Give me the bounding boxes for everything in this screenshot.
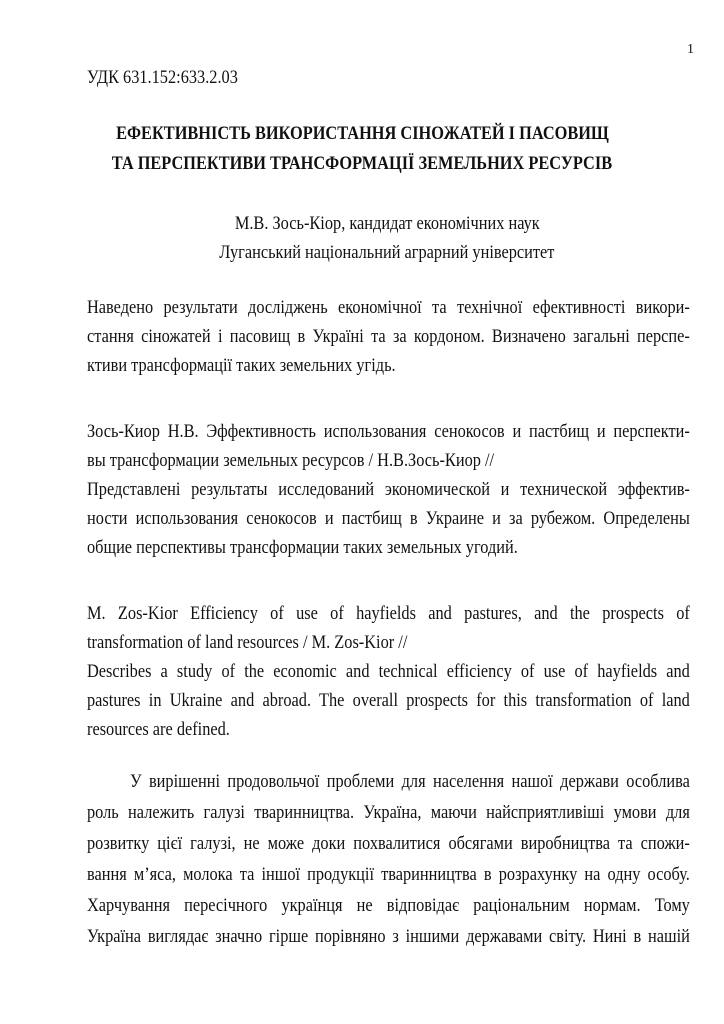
body-line: Україна виглядає значно гірше порівняно з іншими державами світу. Нині в нашій — [87, 926, 690, 947]
title-line-2: ТА ПЕРСПЕКТИВИ ТРАНСФОРМАЦІЇ ЗЕМЕЛЬНИХ РЕСУРСІВ — [111, 153, 613, 174]
abstract-line: ктиви трансформації таких земельних угідь. — [87, 355, 396, 376]
author-name: М.В. Зось-Кіор, кандидат економічних наук — [234, 213, 540, 234]
abstract-line: transformation of land resources / M. Zos-Kior // — [87, 632, 408, 653]
abstract-line: pastures in Ukraine and abroad. The overall prospects for this transformation of land — [87, 690, 690, 711]
abstract-line: ности использования сенокосов и пастбищ в Украине и за рубежом. Определены — [87, 508, 690, 529]
abstract-line: resources are defined. — [87, 719, 230, 740]
abstract-line: Представлені результаты исследований экономической и технической эффектив- — [87, 479, 690, 500]
body-line: У вирішенні продовольчої проблеми для населення нашої держави особлива — [130, 771, 690, 792]
body-line: розвитку цієї галузі, не може доки похвалитися обсягами виробництва та спожи- — [87, 833, 690, 854]
abstract-line: общие перспективы трансформации таких земельных угодий. — [87, 537, 518, 558]
body-line: Харчування пересічного українця не відповідає раціональним нормам. Тому — [87, 895, 690, 916]
abstract-line: Наведено результати досліджень економічної та технічної ефективності викори- — [87, 297, 690, 318]
abstract-line: Зось-Киор Н.В. Эффективность использования сенокосов и пастбищ и перспекти- — [87, 421, 690, 442]
abstract-line: стання сіножатей і пасовищ в Україні та за кордоном. Визначено загальні перспе- — [87, 326, 690, 347]
author-affiliation: Луганський національний аграрний університет — [219, 242, 555, 263]
abstract-line: M. Zos-Kior Efficiency of use of hayfields and pastures, and the prospects of — [87, 603, 690, 624]
title-line-1: ЕФЕКТИВНІСТЬ ВИКОРИСТАННЯ СІНОЖАТЕЙ І ПАСОВИЩ — [115, 123, 609, 144]
abstract-line: Describes a study of the economic and technical efficiency of use of hayfields and — [87, 661, 690, 682]
udk-code: УДК 631.152:633.2.03 — [87, 67, 238, 88]
body-line: вання м’яса, молока та іншої продукції тваринництва в розрахунку на одну особу. — [87, 864, 690, 885]
page-number: 1 — [687, 42, 694, 57]
abstract-line: вы трансформации земельных ресурсов / Н.В.Зось-Киор // — [87, 450, 495, 471]
body-line: роль належить галузі тваринництва. Україна, маючи найсприятливіші умови для — [87, 802, 690, 823]
